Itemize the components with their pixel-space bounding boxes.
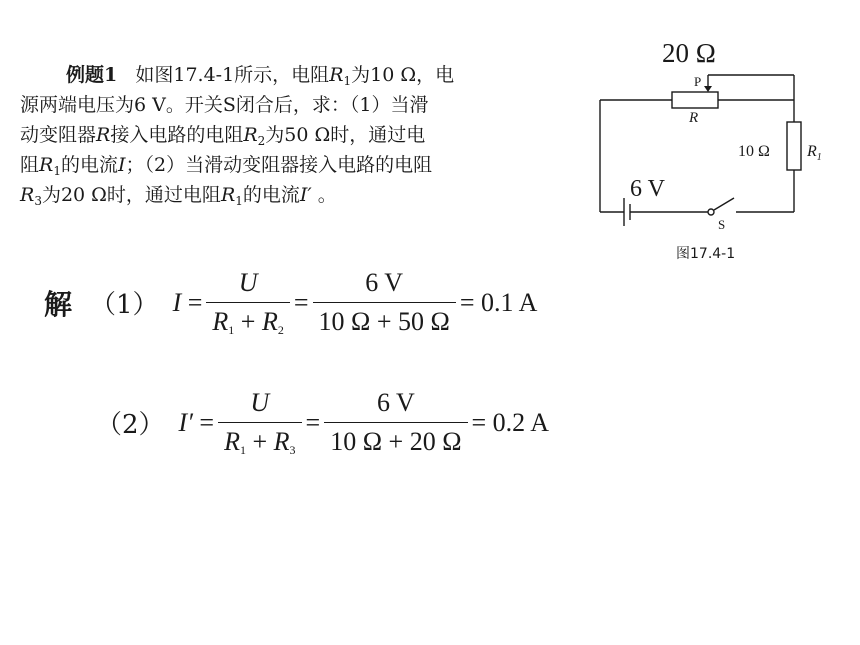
fraction-2a: $\frac{U}{R_1 + R_3}$ xyxy=(218,388,301,457)
fraction-1a: $\frac{U}{R_1 + R_2}$ xyxy=(206,268,289,337)
part2-label: （2） xyxy=(96,410,165,440)
figure-caption: 图17.4-1 xyxy=(676,246,736,262)
circuit-diagram xyxy=(590,30,840,270)
example-tag: 例题1 xyxy=(66,64,118,86)
problem-line-1: 例题1 如图17.4-1所示，电阻$R_1$为10 Ω，电 xyxy=(66,64,455,88)
r1-value: 10 Ω xyxy=(738,143,770,160)
solution-label: 解 xyxy=(44,287,73,321)
switch-label: S xyxy=(718,217,726,232)
slider-label: P xyxy=(694,74,702,89)
rheostat-label: R xyxy=(689,110,699,126)
switch-pivot xyxy=(708,209,714,215)
problem-line-3: 动变阻器R接入电路的电阻$R_2$为50 Ω时，通过电 xyxy=(20,124,426,148)
problem-statement xyxy=(20,60,560,210)
part1-lhs: I xyxy=(172,287,182,317)
source-voltage: 6 V xyxy=(630,176,665,202)
solution-part-2: （2） I′ = $\frac{U}{R_1 + R_3}$ = $\frac{6 V}{10 \Omega + 20 \Omega}$ = 0.2 A xyxy=(96,388,550,457)
switch-blade xyxy=(714,198,734,210)
fraction-2b: $\frac{6 V}{10 \Omega + 20 \Omega}$ xyxy=(324,388,467,457)
part2-result: = 0.2 A xyxy=(471,407,550,437)
problem-line-2: 源两端电压为6 V。开关S闭合后，求：（1）当滑 xyxy=(20,94,429,116)
part2-lhs: I′ xyxy=(178,407,193,437)
r1-resistor-symbol xyxy=(787,122,801,170)
part1-label: （1） xyxy=(90,290,159,320)
problem-line-4: 阻$R_1$的电流I；（2）当滑动变阻器接入电路的电阻 xyxy=(20,154,433,178)
rheostat-value: 20 Ω xyxy=(662,38,716,68)
problem-line-5: $R_3$为20 Ω时，通过电阻$R_1$的电流I′ 。 xyxy=(20,184,337,208)
slider-arrow-icon xyxy=(704,86,712,92)
rheostat-symbol xyxy=(672,92,718,108)
solution-part-1: 解 （1） I = $\frac{U}{R_1 + R_2}$ = $\frac{6 V}{10 \Omega + 50 \Omega}$ = 0.1 A xyxy=(44,268,538,337)
part1-result: = 0.1 A xyxy=(459,287,538,317)
r1-label: $R_1$ xyxy=(807,143,822,163)
fraction-1b: $\frac{6 V}{10 \Omega + 50 \Omega}$ xyxy=(313,268,456,337)
